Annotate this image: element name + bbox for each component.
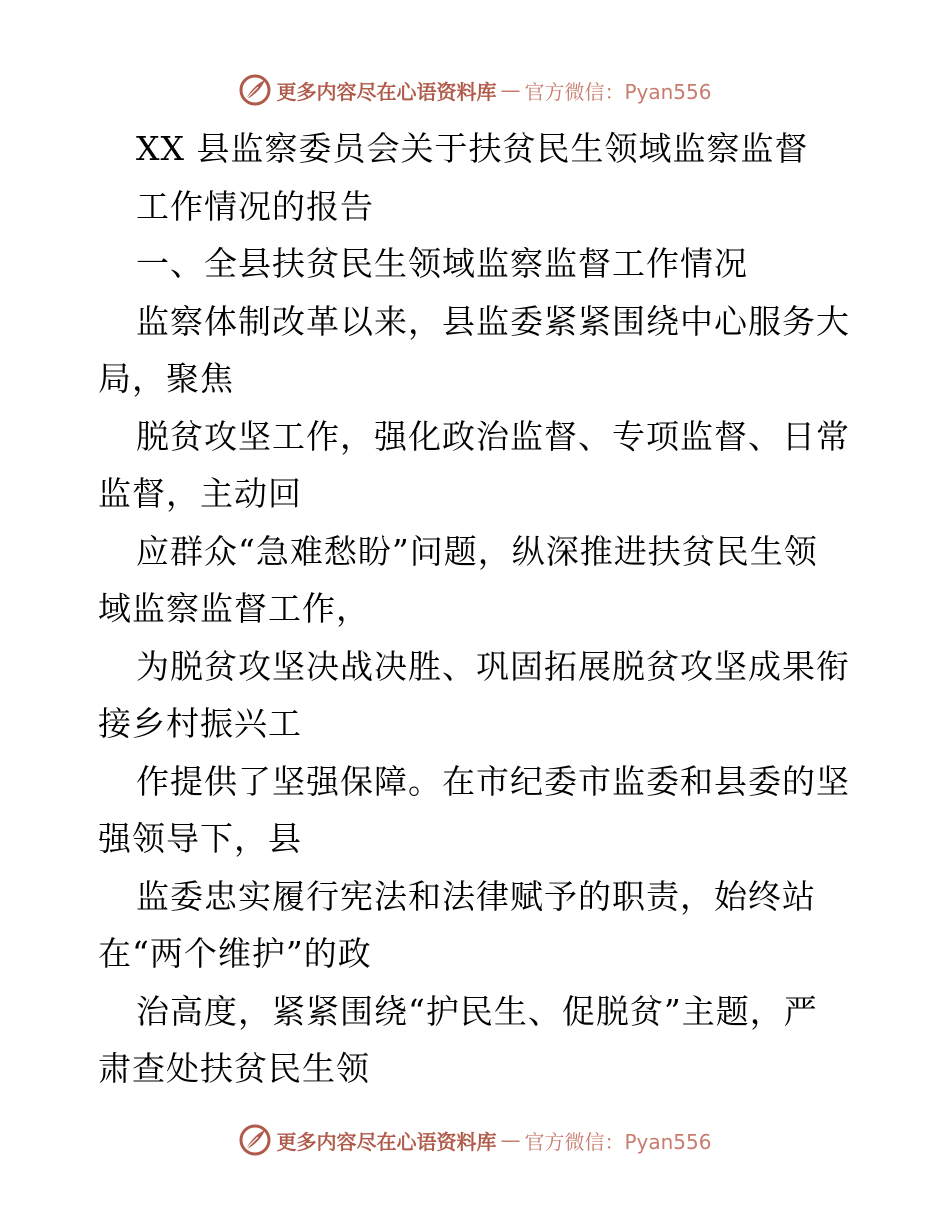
feather-pen-logo-icon xyxy=(238,73,272,107)
footer-separator: — xyxy=(500,1128,521,1152)
document-line: 强领导下，县 xyxy=(98,819,302,858)
document-body xyxy=(98,120,858,1098)
document-line: 应群众“急难愁盼”问题，纵深推进扶贫民生领 xyxy=(136,531,818,571)
document-line: 监委忠实履行宪法和法律赋予的职责，始终站 xyxy=(136,876,816,916)
header-separator: — xyxy=(500,78,521,102)
document-line: 工作情况的报告 xyxy=(136,186,374,226)
document-line: XX 县监察委员会关于扶贫民生领域监察监督 xyxy=(136,129,809,168)
document-line: 局，聚焦 xyxy=(98,359,234,398)
document-line: 为脱贫攻坚决战决胜、巩固拓展脱贫攻坚成果衔 xyxy=(136,646,850,686)
document-line: 肃查处扶贫民生领 xyxy=(98,1049,370,1088)
document-line: 接乡村振兴工 xyxy=(98,704,302,743)
document-line: 一、全县扶贫民生领域监察监督工作情况 xyxy=(136,244,748,283)
document-line: 作提供了坚强保障。在市纪委市监委和县委的坚 xyxy=(136,761,850,801)
document-line: 监察体制改革以来，县监委紧紧围绕中心服务大 xyxy=(136,301,850,341)
document-line: 监督，主动回 xyxy=(98,474,302,513)
document-line: 域监察监督工作， xyxy=(98,589,370,628)
footer-banner xyxy=(0,1120,950,1160)
document-line: 治高度，紧紧围绕“护民生、促脱贫”主题，严 xyxy=(136,991,818,1031)
header-promo-text: 更多内容尽在心语资料库 xyxy=(276,79,497,104)
header-banner xyxy=(0,70,950,110)
document-line: 脱贫攻坚工作，强化政治监督、专项监督、日常 xyxy=(136,416,850,456)
feather-pen-logo-icon xyxy=(238,1123,272,1157)
footer-wechat-text: 官方微信：Pyan556 xyxy=(524,1129,712,1154)
header-wechat-text: 官方微信：Pyan556 xyxy=(524,79,712,104)
document-line: 在“两个维护”的政 xyxy=(98,934,372,973)
footer-promo-text: 更多内容尽在心语资料库 xyxy=(276,1129,497,1154)
